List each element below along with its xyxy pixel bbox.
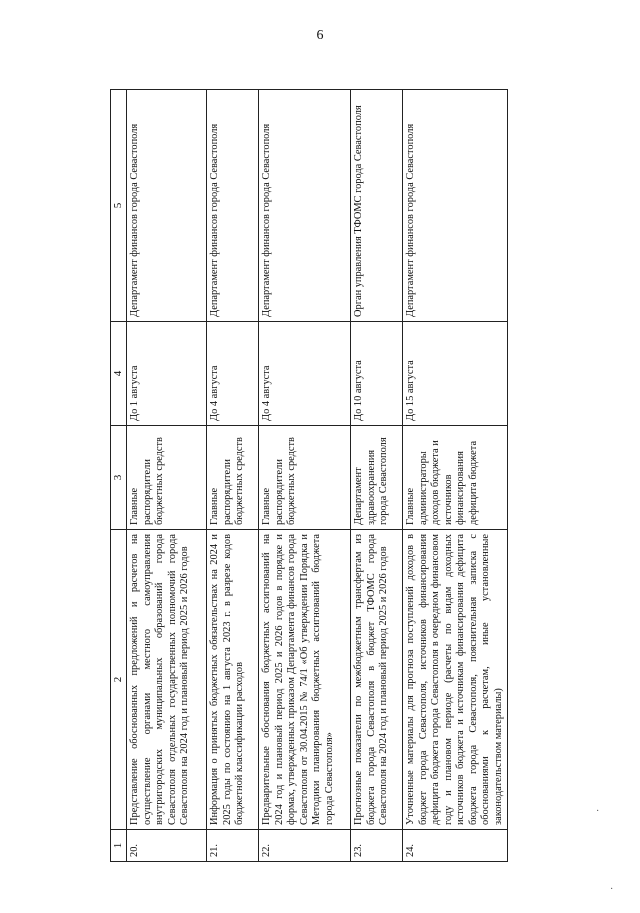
column-number: 1 — [111, 830, 127, 862]
row-number: 24. — [403, 830, 508, 862]
row-number: 20. — [127, 830, 207, 862]
row-deadline: До 4 августа — [259, 322, 351, 426]
row-recipient: Департамент финансов города Севастополя — [259, 90, 351, 322]
row-deadline: До 1 августа — [127, 322, 207, 426]
row-number: 22. — [259, 830, 351, 862]
row-description: Прогнозные показатели по межбюджетным трансфертам из бюджета города Севастополя в бюджет ТФОМС города Севастополя на 2024 год и плановый период 2025 и 2026 годов — [351, 530, 403, 830]
row-number: 21. — [207, 830, 259, 862]
table-row — [403, 90, 508, 862]
row-responsible: Главные распорядители бюджетных средств — [207, 426, 259, 530]
column-number: 2 — [111, 530, 127, 830]
row-deadline: До 15 августа — [403, 322, 508, 426]
table-row — [351, 90, 403, 862]
row-recipient: Орган управления ТФОМС города Севастополя — [351, 90, 403, 322]
row-description: Уточненные материалы для прогноза поступлений доходов в бюджет города Севастополя, источников финансирования дефицита бюджета города Севастополя в очередном финансовом году и плановом периоде (расчеты по видам доходных источников бюджета и источникам финансирования дефицита бюджета города Севастополя, пояснительная записка с обоснованиями к расчетам, иные установленные законодательством материалы) — [403, 530, 508, 830]
row-responsible: Главные администраторы доходов бюджета и источников финансирования дефицита бюджета — [403, 426, 508, 530]
row-recipient: Департамент финансов города Севастополя — [207, 90, 259, 322]
row-responsible: Главные распорядители бюджетных средств — [127, 426, 207, 530]
table-row — [207, 90, 259, 862]
row-responsible: Главные распорядители бюджетных средств — [259, 426, 351, 530]
row-number: 23. — [351, 830, 403, 862]
row-description: Информация о принятых бюджетных обязательствах на 2024 и 2025 годы по состоянию на 1 августа 2023 г. в разрезе кодов бюджетной классификации расходов — [207, 530, 259, 830]
schedule-table — [110, 89, 508, 862]
row-responsible: Департамент здравоохранения города Севастополя — [351, 426, 403, 530]
page-number: 6 — [316, 28, 324, 43]
row-recipient: Департамент финансов города Севастополя — [403, 90, 508, 322]
row-description: Предварительные обоснования бюджетных ассигнований на 2024 год и плановый период 2025 и 2026 годов в порядке и формах, утвержденных приказом Департамента финансов города Севастополя от 30.04.2015 № 74/1 «Об утверждении Порядка и Методики планирования бюджетных ассигнований бюджета города Севастополя» — [259, 530, 351, 830]
column-number: 3 — [111, 426, 127, 530]
column-number: 4 — [111, 322, 127, 426]
column-number-row — [111, 90, 127, 862]
table-row — [259, 90, 351, 862]
row-description: Представление обоснованных предложений и расчетов на осуществление органами местного самоуправления внутригородских муниципальных образований города Севастополя отдельных государственных полномочий города Севастополя на 2024 год и плановый период 2025 и 2026 годов — [127, 530, 207, 830]
row-deadline: До 10 августа — [351, 322, 403, 426]
row-recipient: Департамент финансов города Севастополя — [127, 90, 207, 322]
table-row — [127, 90, 207, 862]
scan-speck: · — [596, 806, 600, 817]
row-deadline: До 4 августа — [207, 322, 259, 426]
scan-speck: · — [610, 884, 614, 895]
rotated-table-container — [110, 90, 504, 862]
column-number: 5 — [111, 90, 127, 322]
